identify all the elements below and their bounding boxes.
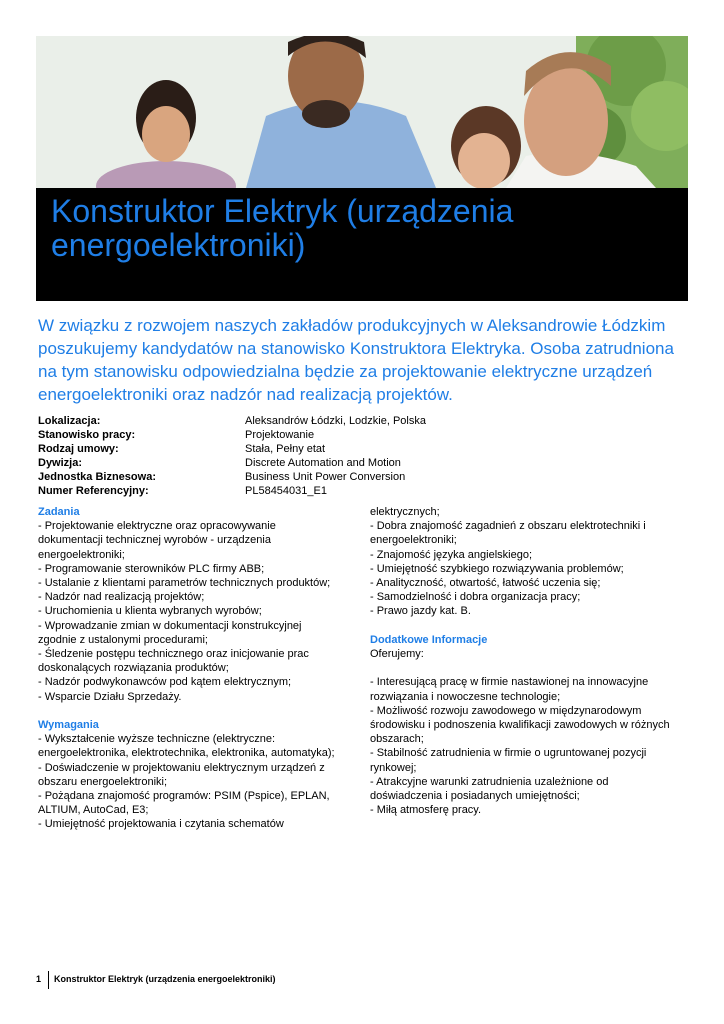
list-line: - Projektowanie elektryczne oraz opracowywanie [38, 520, 276, 533]
list-line: energoelektronika, elektrotechnika, elektronika, automatyka); [38, 747, 335, 760]
list-line: - Śledzenie postępu technicznego oraz inicjowanie prac [38, 648, 309, 661]
detail-label: Dywizja: [38, 457, 83, 469]
title-band [36, 188, 688, 301]
list-line: elektrycznych; [370, 506, 440, 518]
list-line: - Wykształcenie wyższe techniczne (elektryczne: [38, 733, 276, 746]
detail-row-business-unit [38, 470, 426, 484]
page-title: Konstruktor Elektryk (urządzenia energoelektroniki) [51, 193, 514, 263]
footer-title: Konstruktor Elektryk (urządzenia energoelektroniki) [54, 974, 276, 984]
list-line: - Nadzór podwykonawców pod kątem elektrycznym; [38, 676, 292, 689]
list-line: - Wsparcie Działu Sprzedaży. [38, 690, 182, 703]
header-photo [36, 36, 688, 188]
page-footer [36, 968, 276, 990]
list-line: - Umiejętność szybkiego rozwiązywania problemów; [370, 562, 624, 575]
list-line: energoelektroniki; [370, 534, 457, 547]
detail-value: Aleksandrów Łódzki, Lodzkie, Polska [245, 415, 426, 427]
list-line: obszaru energoelektroniki; [38, 775, 168, 788]
list-line: doskonalących rozwiązania produktów; [38, 662, 229, 675]
team-meeting-photo [36, 36, 688, 188]
detail-label: Lokalizacja: [38, 415, 101, 427]
detail-row-reference [38, 484, 426, 498]
list-line: - Umiejętność projektowania i czytania schematów [38, 818, 284, 831]
section-spacer [370, 661, 680, 675]
section-spacer [38, 704, 348, 718]
detail-label: Numer Referencyjny: [38, 485, 149, 497]
list-line: rynkowej; [370, 761, 417, 774]
list-line: - Programowanie sterowników PLC firmy ABB; [38, 562, 265, 575]
intro-text: W związku z rozwojem naszych zakładów produkcyjnych w Aleksandrowie Łódzkim poszukujemy kandydatów na stanowisko Konstruktora Elektryka. Osoba zatrudniona na tym stanowisku odpowiedzialna będzie za projektowanie elektryczne urządzeń energoelektroniki oraz nadzór nad realizacją projektów. [38, 316, 674, 404]
list-line: - Analityczność, otwartość, łatwość uczenia się; [370, 577, 601, 590]
section-heading-wymagania: Wymagania [38, 719, 99, 732]
list-line: - Doświadczenie w projektowaniu elektrycznym urządzeń z [38, 761, 325, 774]
offer-intro: Oferujemy: [370, 648, 424, 661]
list-line: - Nadzór nad realizacją projektów; [38, 591, 205, 604]
job-details-table [38, 414, 426, 498]
list-line: zgodnie z ustalonymi procedurami; [38, 633, 208, 646]
list-line: energoelektroniki; [38, 548, 125, 561]
detail-row-division [38, 456, 426, 470]
left-column [38, 505, 348, 832]
list-line: obszarach; [370, 733, 424, 746]
list-line: - Atrakcyjne warunki zatrudnienia uzależnione od [370, 775, 609, 788]
list-line: - Dobra znajomość zagadnień z obszaru elektrotechniki i [370, 520, 646, 533]
list-line: - Możliwość rozwoju zawodowego w międzynarodowym [370, 704, 642, 717]
section-heading-dodatkowe: Dodatkowe Informacje [370, 633, 488, 646]
list-line: - Stabilność zatrudnienia w firmie o ugruntowanej pozycji [370, 747, 647, 760]
list-line: - Samodzielność i dobra organizacja pracy; [370, 591, 581, 604]
list-line: - Znajomość języka angielskiego; [370, 548, 533, 561]
detail-value: Discrete Automation and Motion [245, 457, 401, 469]
right-column [370, 505, 680, 817]
list-line: ALTIUM, AutoCad, E3; [38, 804, 149, 817]
list-line: - Wprowadzanie zmian w dokumentacji konstrukcyjnej [38, 619, 302, 632]
detail-value: PL58454031_E1 [245, 485, 327, 497]
list-line: - Pożądana znajomość programów: PSIM (Pspice), EPLAN, [38, 790, 330, 803]
detail-value: Stała, Pełny etat [245, 443, 326, 455]
list-line: - Miłą atmosferę pracy. [370, 804, 482, 817]
list-line: - Interesującą pracę w firmie nastawionej na innowacyjne [370, 676, 649, 689]
list-line: - Ustalanie z klientami parametrów technicznych produktów; [38, 577, 331, 590]
list-line: rozwiązania i nowoczesne technologie; [370, 690, 561, 703]
section-spacer [370, 619, 680, 633]
detail-row-position [38, 428, 426, 442]
list-line: - Prawo jazdy kat. B. [370, 605, 471, 618]
detail-label: Stanowisko pracy: [38, 429, 136, 441]
detail-value: Business Unit Power Conversion [245, 471, 406, 483]
detail-value: Projektowanie [245, 429, 315, 441]
detail-label: Rodzaj umowy: [38, 443, 119, 455]
section-heading-zadania: Zadania [38, 506, 80, 518]
detail-row-contract [38, 442, 426, 456]
detail-row-location [38, 414, 426, 428]
list-line: doświadczenia i posiadanych umiejętności; [370, 790, 580, 803]
list-line: - Uruchomienia u klienta wybranych wyrobów; [38, 605, 262, 618]
footer-divider [48, 971, 49, 989]
list-line: środowisku i podnoszenia kwalifikacji zawodowych w różnych [370, 719, 670, 732]
page-number: 1 [36, 974, 42, 984]
detail-label: Jednostka Biznesowa: [38, 471, 156, 483]
list-line: dokumentacji technicznej wyrobów - urządzenia [38, 534, 271, 547]
